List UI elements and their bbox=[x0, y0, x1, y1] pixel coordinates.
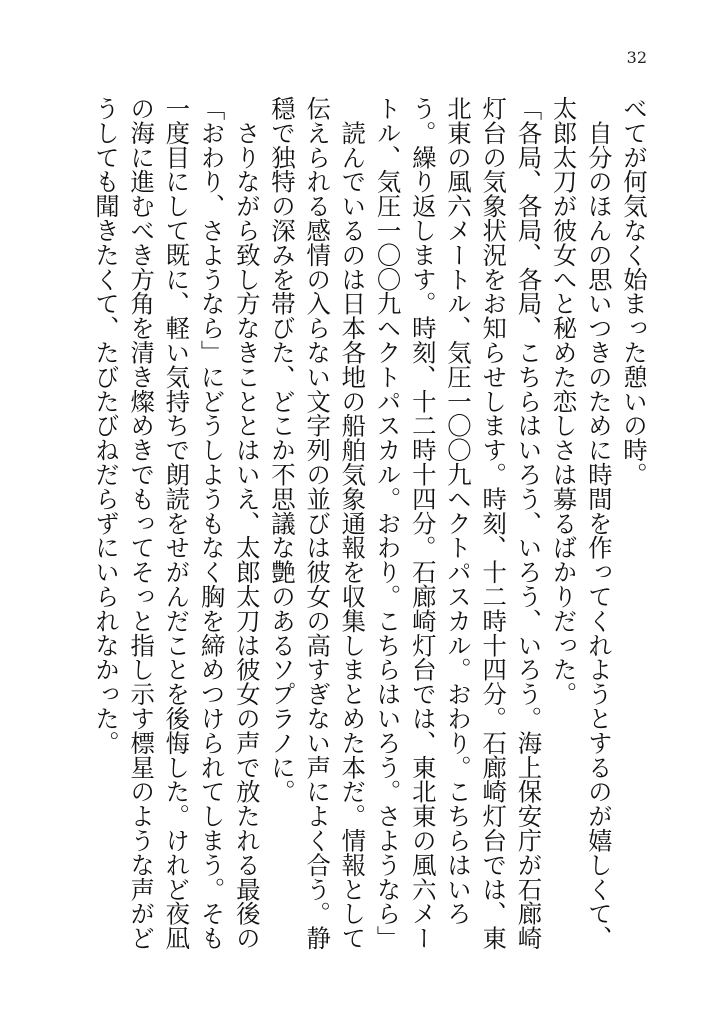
paragraph-3: 「各局、各局、各局、こちらはいろう、いろう、いろう。海上保安庁が石廊崎灯台の気象状況をお知らせします。時刻、十二時十四分。石廊崎灯台では、東北東の風六メートル、気圧一〇〇九ヘクトパスカル。おわり。こちらはいろう。繰り返します。時刻、十二時十四分。石廊崎灯台では、東北東の風六メートル、気圧一〇〇九ヘクトパスカル。おわり。こちらはいろう。さようなら」 bbox=[372, 96, 543, 950]
paragraph-4: 読んでいるのは日本各地の船舶気象通報を収集しまとめた本だ。情報として伝えられる感情の入らない文字列の並びは彼女の高すぎない声によく合う。静穏で独特の深みを帯びた、どこか不思議な艶のあるソプラノに。 bbox=[266, 96, 367, 950]
paragraph-2: 自分のほんの思いつきのために時間を作ってくれようとするのが嬉しくて、太郎太刀が彼女へと秘めた恋しさは募るばかりだった。 bbox=[548, 96, 613, 950]
page-number: 32 bbox=[626, 48, 647, 67]
vertical-text-body bbox=[88, 96, 651, 956]
paragraph-5: さりながら致し方なきこととはいえ、太郎太刀は彼女の声で放たれる最後の「おわり、さようなら」にどうしようもなく胸を締めつけられてしまう。そも一度目にして既に、軽い気持ちで朗読をせがんだことを後悔した。けれど夜凪の海に進むべき方角を清き燦めきでもってそっと指し示す標星のような声がどうしても聞きたくて、たびたびねだらずにいられなかった。 bbox=[90, 96, 261, 950]
paragraph-1: べてが何気なく始まった憩いの時。 bbox=[619, 96, 648, 487]
